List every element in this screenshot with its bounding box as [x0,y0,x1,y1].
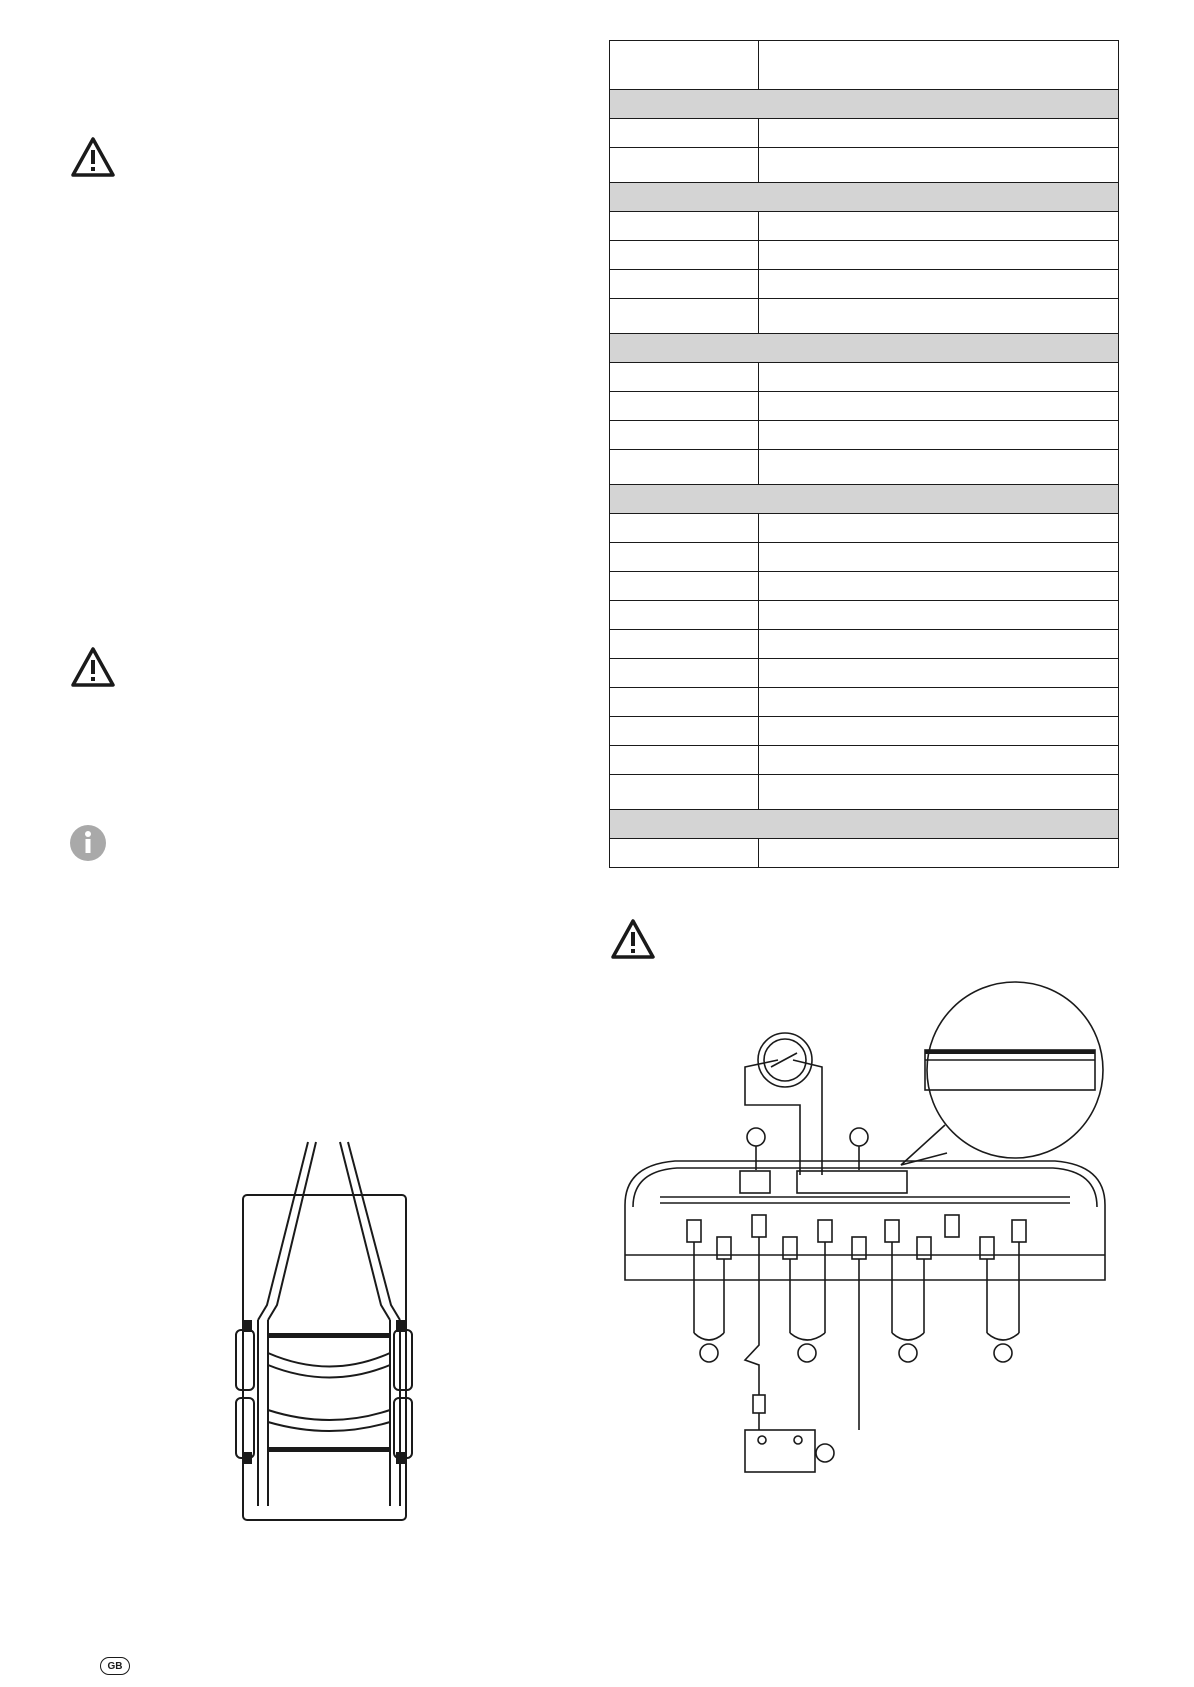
table-value-cell [759,148,1119,183]
table-label-cell [610,601,759,630]
table-row [610,212,1119,241]
table-section-cell [610,90,1119,119]
table-row [610,363,1119,392]
table-label-cell [610,299,759,334]
warning-triangle-icon [70,646,116,688]
warning-triangle-icon [610,918,656,960]
table-value-cell [759,688,1119,717]
table-label-cell [610,839,759,868]
table-value-cell [759,775,1119,810]
table-value-cell [759,543,1119,572]
language-badge: GB [100,1657,130,1675]
control-box-wiring-diagram [615,975,1115,1475]
table-row [610,514,1119,543]
table-value-cell [759,212,1119,241]
table-label-cell [610,688,759,717]
table-label-cell [610,775,759,810]
table-row [610,450,1119,485]
trailer-frame-diagram [230,1140,420,1525]
table-label-cell [610,514,759,543]
table-row [610,630,1119,659]
table-row [610,392,1119,421]
table-value-cell [759,630,1119,659]
table-row [610,299,1119,334]
table-value-cell [759,450,1119,485]
table-label-cell [610,41,759,90]
table-value-cell [759,299,1119,334]
table-section-row [610,183,1119,212]
table-header-row [610,41,1119,90]
table-value-cell [759,41,1119,90]
table-row [610,421,1119,450]
table-row [610,572,1119,601]
table-label-cell [610,270,759,299]
table-label-cell [610,148,759,183]
table-value-cell [759,746,1119,775]
table-label-cell [610,659,759,688]
table-label-cell [610,746,759,775]
table-value-cell [759,717,1119,746]
table-row [610,746,1119,775]
table-row [610,270,1119,299]
table-label-cell [610,421,759,450]
table-section-row [610,485,1119,514]
table-row [610,839,1119,868]
table-label-cell [610,572,759,601]
table-value-cell [759,514,1119,543]
table-value-cell [759,839,1119,868]
specification-table [609,40,1119,868]
table-label-cell [610,212,759,241]
table-row [610,119,1119,148]
table-label-cell [610,363,759,392]
table-label-cell [610,630,759,659]
table-value-cell [759,363,1119,392]
table-row [610,601,1119,630]
info-circle-icon [69,824,107,862]
table-row [610,241,1119,270]
table-value-cell [759,421,1119,450]
table-label-cell [610,392,759,421]
table-value-cell [759,601,1119,630]
table-row [610,659,1119,688]
table-section-row [610,810,1119,839]
table-value-cell [759,659,1119,688]
table-row [610,775,1119,810]
table-label-cell [610,717,759,746]
table-value-cell [759,572,1119,601]
table-label-cell [610,119,759,148]
table-value-cell [759,392,1119,421]
table-section-cell [610,183,1119,212]
table-row [610,148,1119,183]
table-label-cell [610,241,759,270]
table-row [610,543,1119,572]
table-section-cell [610,810,1119,839]
table-section-row [610,90,1119,119]
table-section-cell [610,334,1119,363]
table-label-cell [610,450,759,485]
table-section-row [610,334,1119,363]
table-value-cell [759,270,1119,299]
table-value-cell [759,119,1119,148]
table-label-cell [610,543,759,572]
table-row [610,688,1119,717]
table-row [610,717,1119,746]
table-value-cell [759,241,1119,270]
warning-triangle-icon [70,136,116,178]
table-section-cell [610,485,1119,514]
